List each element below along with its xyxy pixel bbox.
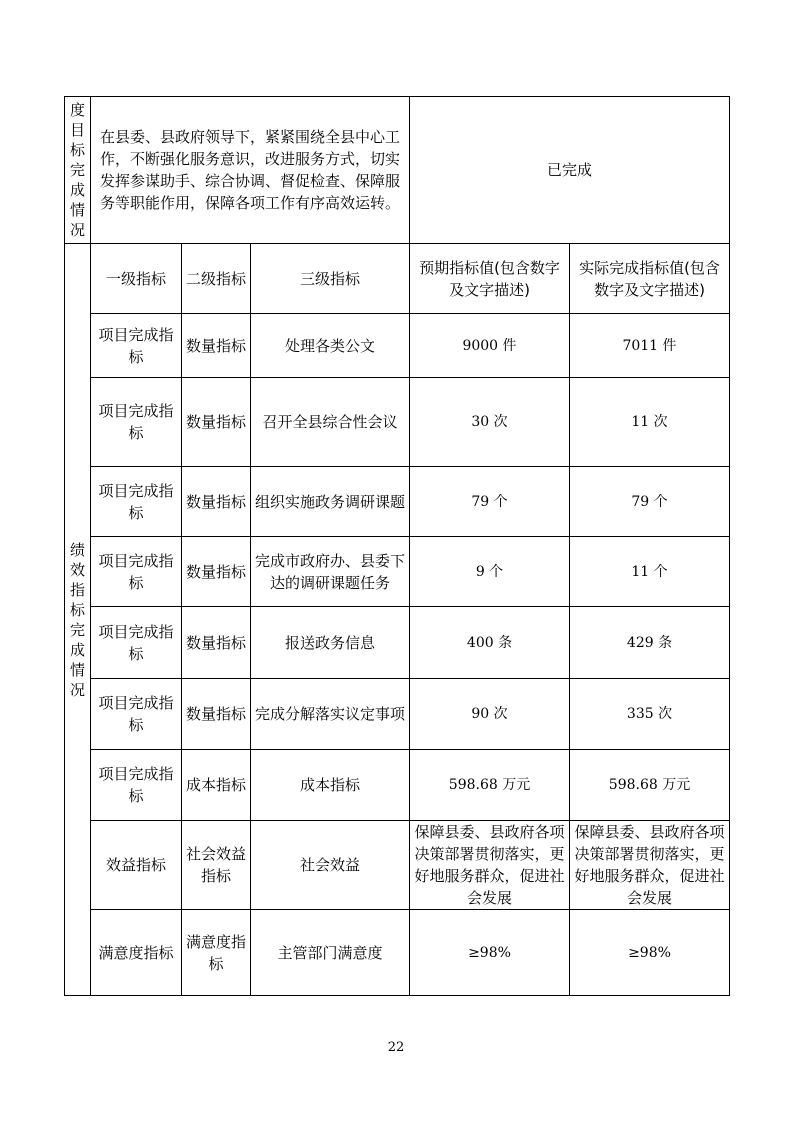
goal-status: 已完成 xyxy=(410,97,730,244)
performance-table xyxy=(64,96,730,996)
cell-level1: 效益指标 xyxy=(91,821,182,910)
table-row xyxy=(65,607,730,679)
cell-actual: 11 次 xyxy=(570,378,730,467)
cell-level3: 完成市政府办、县委下达的调研课题任务 xyxy=(251,537,410,607)
cell-actual: 7011 件 xyxy=(570,314,730,378)
table-row xyxy=(65,679,730,750)
cell-expected: 90 次 xyxy=(410,679,570,750)
cell-level1: 项目完成指标 xyxy=(91,378,182,467)
header-actual: 实际完成指标值(包含数字及文字描述) xyxy=(570,244,730,314)
cell-actual: 429 条 xyxy=(570,607,730,679)
cell-level1: 项目完成指标 xyxy=(91,537,182,607)
cell-level2: 数量指标 xyxy=(182,679,251,750)
cell-level2: 成本指标 xyxy=(182,750,251,821)
page-number: 22 xyxy=(387,1040,405,1055)
table-row xyxy=(65,821,730,910)
cell-expected: ≥98% xyxy=(410,910,570,996)
cell-level1: 项目完成指标 xyxy=(91,679,182,750)
cell-level1: 项目完成指标 xyxy=(91,607,182,679)
cell-expected: 598.68 万元 xyxy=(410,750,570,821)
goal-section-label-cell xyxy=(65,97,91,244)
cell-level3: 召开全县综合性会议 xyxy=(251,378,410,467)
cell-level1: 项目完成指标 xyxy=(91,467,182,537)
cell-level1: 满意度指标 xyxy=(91,910,182,996)
cell-actual: ≥98% xyxy=(570,910,730,996)
header-level1: 一级指标 xyxy=(91,244,182,314)
perf-section-label-cell xyxy=(65,244,91,996)
cell-expected: 30 次 xyxy=(410,378,570,467)
cell-level2: 数量指标 xyxy=(182,314,251,378)
cell-level3: 主管部门满意度 xyxy=(251,910,410,996)
table-row xyxy=(65,910,730,996)
cell-level3: 社会效益 xyxy=(251,821,410,910)
cell-level2: 满意度指标 xyxy=(182,910,251,996)
cell-expected: 400 条 xyxy=(410,607,570,679)
cell-expected: 79 个 xyxy=(410,467,570,537)
cell-level2: 社会效益指标 xyxy=(182,821,251,910)
table-row xyxy=(65,750,730,821)
goal-row xyxy=(65,97,730,244)
cell-level3: 报送政务信息 xyxy=(251,607,410,679)
perf-section-label: 绩效指标完成情况 xyxy=(69,540,85,699)
cell-level3: 成本指标 xyxy=(251,750,410,821)
cell-level3: 处理各类公文 xyxy=(251,314,410,378)
table-row xyxy=(65,537,730,607)
cell-actual: 保障县委、县政府各项决策部署贯彻落实，更好地服务群众，促进社会发展 xyxy=(570,821,730,910)
cell-expected: 9 个 xyxy=(410,537,570,607)
goal-section-label: 度目标完成情况 xyxy=(69,101,85,239)
cell-level1: 项目完成指标 xyxy=(91,750,182,821)
cell-actual: 598.68 万元 xyxy=(570,750,730,821)
table-row xyxy=(65,378,730,467)
goal-description: 在县委、县政府领导下，紧紧围绕全县中心工作，不断强化服务意识，改进服务方式，切实发挥参谋助手、综合协调、督促检查、保障服务等职能作用，保障各项工作有序高效运转。 xyxy=(91,97,410,244)
cell-actual: 11 个 xyxy=(570,537,730,607)
cell-level2: 数量指标 xyxy=(182,467,251,537)
table-row xyxy=(65,314,730,378)
cell-actual: 79 个 xyxy=(570,467,730,537)
cell-level2: 数量指标 xyxy=(182,378,251,467)
cell-level3: 完成分解落实议定事项 xyxy=(251,679,410,750)
header-level3: 三级指标 xyxy=(251,244,410,314)
cell-level2: 数量指标 xyxy=(182,607,251,679)
cell-expected: 保障县委、县政府各项决策部署贯彻落实，更好地服务群众，促进社会发展 xyxy=(410,821,570,910)
cell-level2: 数量指标 xyxy=(182,537,251,607)
header-row xyxy=(65,244,730,314)
cell-level3: 组织实施政务调研课题 xyxy=(251,467,410,537)
header-level2: 二级指标 xyxy=(182,244,251,314)
cell-expected: 9000 件 xyxy=(410,314,570,378)
cell-level1: 项目完成指标 xyxy=(91,314,182,378)
header-expected: 预期指标值(包含数字及文字描述) xyxy=(410,244,570,314)
cell-actual: 335 次 xyxy=(570,679,730,750)
table-row xyxy=(65,467,730,537)
